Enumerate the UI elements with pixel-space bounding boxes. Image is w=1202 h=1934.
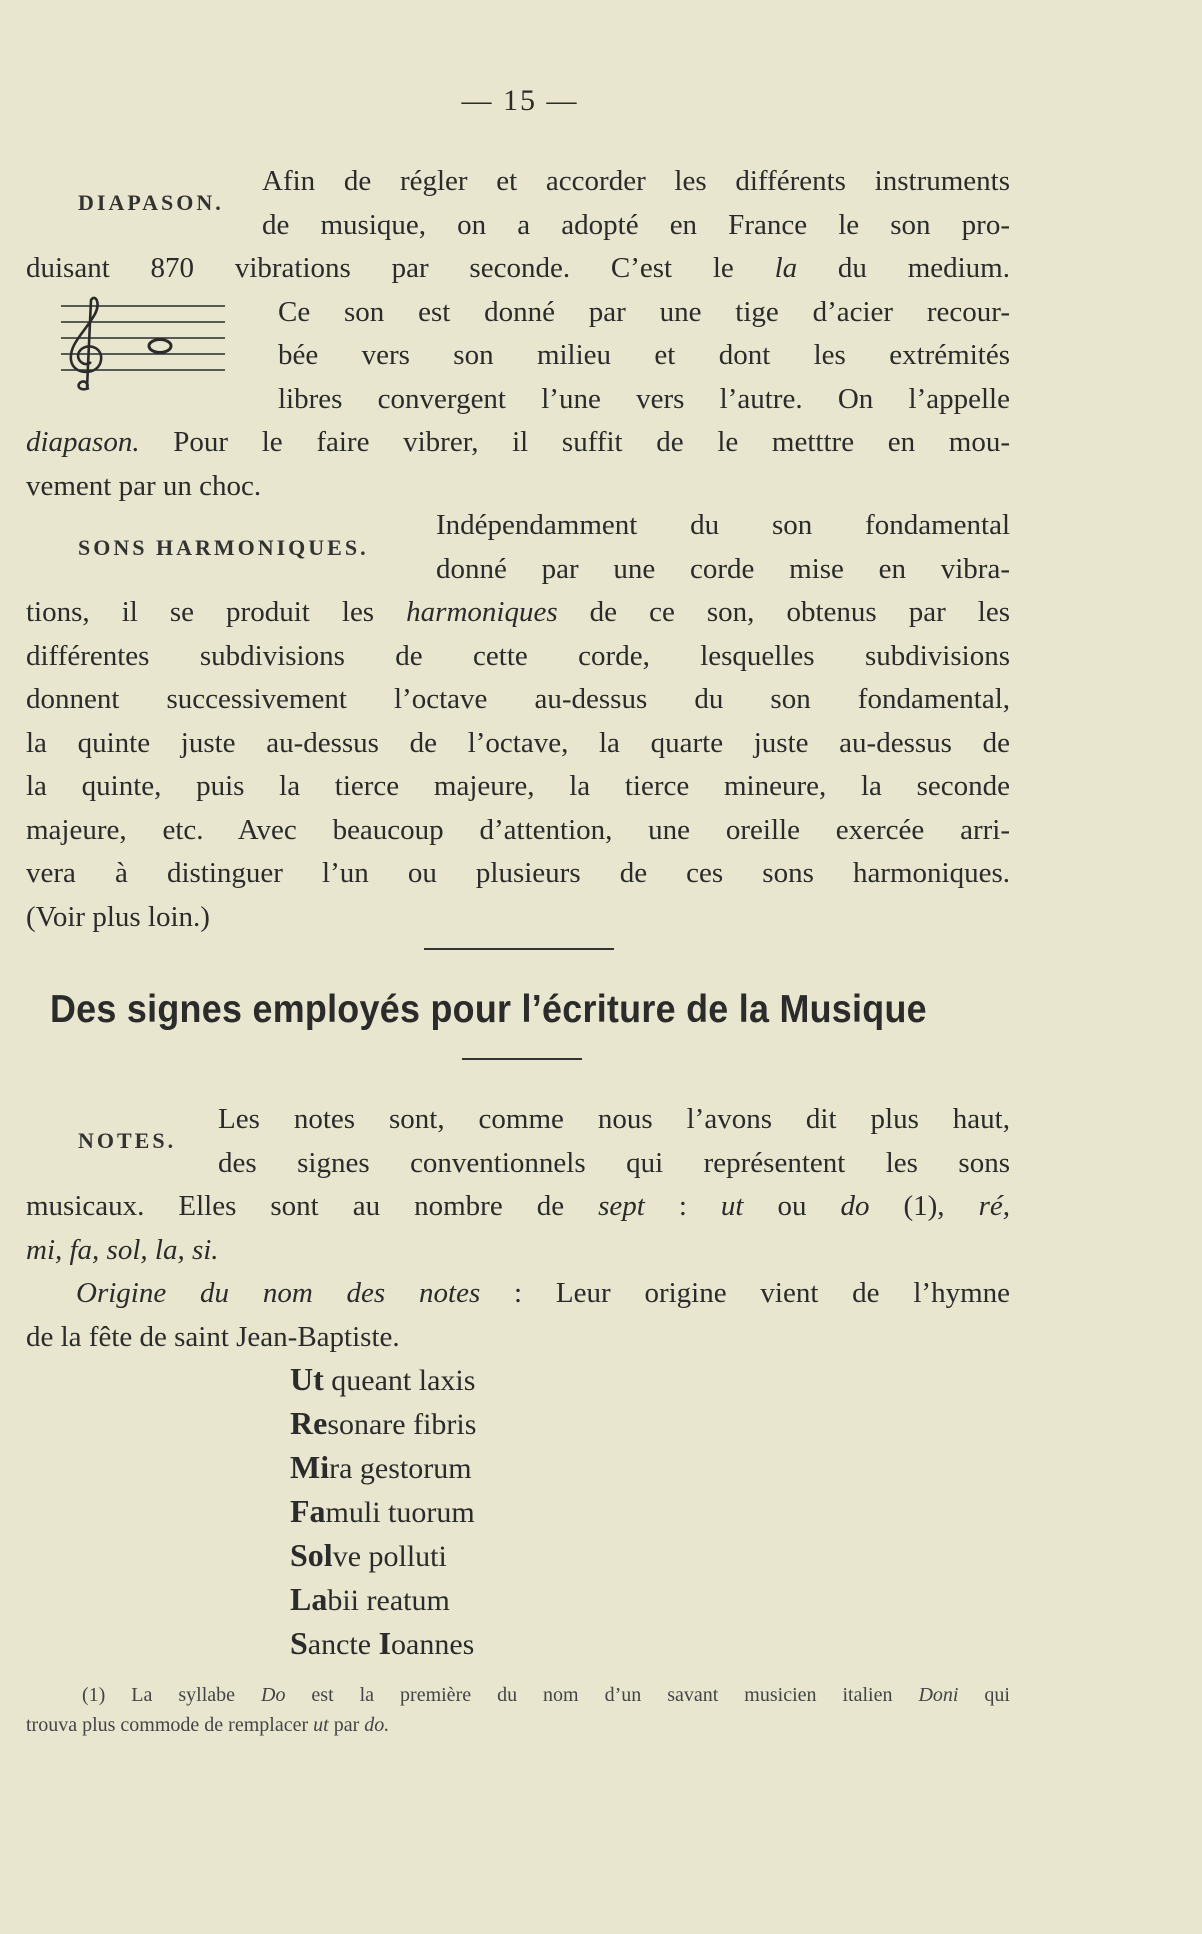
text-line: Origine du nom des notes : Leur origine vient de l’hymne xyxy=(76,1277,1011,1309)
text-line: mi, fa, sol, la, si. xyxy=(26,1233,219,1266)
text-line: Indépendamment du son fondamental xyxy=(436,509,1010,541)
text-line: duisant 870 vibrations par seconde. C’est le la du medium. xyxy=(26,252,1010,284)
page-number: — 15 — xyxy=(461,84,579,117)
hymn-line: Famuli tuorum xyxy=(290,1493,475,1529)
text-line: la quinte juste au-dessus de l’octave, la quarte juste au-dessus de xyxy=(26,726,1010,759)
section-heading: Des signes employés pour l’écriture de la Musique xyxy=(50,988,927,1031)
text-line: tions, il se produit les harmoniques de ce son, obtenus par les xyxy=(26,596,1010,628)
margin-label-sons-harmoniques: SONS HARMONIQUES. xyxy=(78,535,369,560)
text-line: donnent successivement l’octave au-dessus du son fondamental, xyxy=(26,683,1010,715)
text-line: libres convergent l’une vers l’autre. On l’appelle xyxy=(278,382,1010,415)
notes-paragraph xyxy=(26,1098,1010,1359)
text-line: différentes subdivisions de cette corde, lesquelles subdivisions xyxy=(26,639,1010,672)
text-line: la quinte, puis la tierce majeure, la tierce mineure, la seconde xyxy=(26,770,1010,802)
sons-harmoniques-paragraph xyxy=(26,504,1010,939)
text-line: Ce son est donné par une tige d’acier recour- xyxy=(278,295,1010,328)
hymn-line: Sancte Ioannes xyxy=(290,1625,475,1661)
text-line: vera à distinguer l’un ou plusieurs de ces sons harmoniques. xyxy=(26,857,1010,889)
margin-label-notes: NOTES. xyxy=(78,1128,177,1153)
text-line: bée vers son milieu et dont les extrémités xyxy=(278,339,1010,371)
margin-label-diapason: DIAPASON. xyxy=(78,190,224,215)
text-line: (Voir plus loin.) xyxy=(26,900,210,933)
text-line: des signes conventionnels qui représentent les sons xyxy=(218,1146,1010,1179)
hymn-line: Labii reatum xyxy=(290,1581,450,1617)
text-line: Les notes sont, comme nous l’avons dit plus haut, xyxy=(218,1103,1010,1135)
text-line: Afin de régler et accorder les différents instruments xyxy=(262,165,1010,197)
hymn-verse xyxy=(290,1358,476,1666)
text-line: vement par un choc. xyxy=(26,469,262,502)
hymn-line: Mira gestorum xyxy=(290,1449,472,1485)
text-line: diapason. Pour le faire vibrer, il suffit de le metttre en mou- xyxy=(26,426,1010,458)
text-line: donné par une corde mise en vibra- xyxy=(436,552,1010,585)
section-divider xyxy=(424,948,614,950)
footnote-line: trouva plus commode de remplacer ut par do. xyxy=(26,1714,390,1736)
text-line: majeure, etc. Avec beaucoup d’attention, une oreille exercée arri- xyxy=(26,813,1010,846)
hymn-line: Solve polluti xyxy=(290,1537,447,1573)
hymn-line: Ut queant laxis xyxy=(290,1361,476,1397)
footnote-line: (1) La syllabe Do est la première du nom d’un savant musicien italien Doni qui xyxy=(82,1684,1010,1706)
text-line: de la fête de saint Jean-Baptiste. xyxy=(26,1320,400,1353)
treble-clef-staff-icon xyxy=(55,296,235,406)
heading-underline xyxy=(462,1058,582,1060)
text-line: de musique, on a adopté en France le son pro- xyxy=(262,208,1010,241)
hymn-line: Resonare fibris xyxy=(290,1405,477,1441)
text-line: musicaux. Elles sont au nombre de sept : ut ou do (1), ré, xyxy=(26,1190,1010,1222)
footnote xyxy=(26,1680,1010,1740)
